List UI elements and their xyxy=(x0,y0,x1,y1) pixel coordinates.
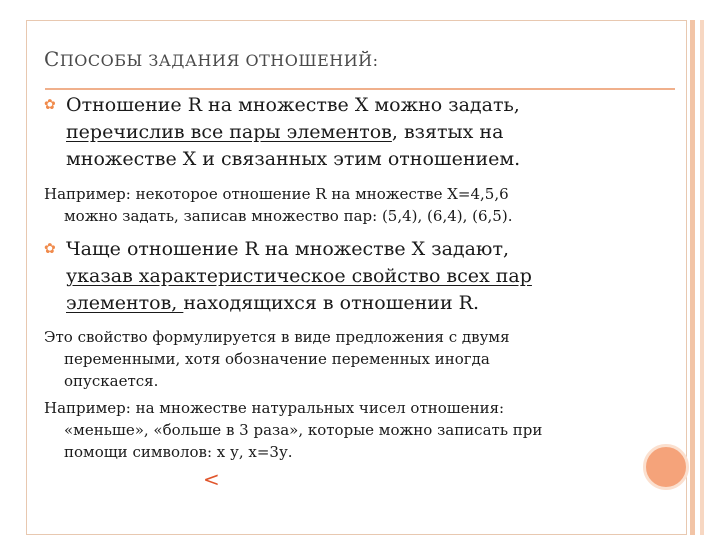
example-1 xyxy=(44,183,512,227)
bullet-1-line-3: множестве X и связанных этим отношением. xyxy=(66,148,521,170)
example-1-line-2: можно задать, записав множество пар: (5,4), (6,4), (6,5). xyxy=(64,207,513,225)
bullet-2-underlined-2: элементов, xyxy=(66,292,184,314)
note-line-3: опускается. xyxy=(64,372,159,390)
slide-title xyxy=(44,47,379,71)
bullet-1-line-2-rest: , взятых на xyxy=(391,121,504,143)
decor-circle xyxy=(643,444,689,490)
note xyxy=(44,326,510,392)
bullet-2-line-2 xyxy=(66,263,532,290)
note-line-2: переменными, хотя обозначение переменных иногда xyxy=(64,350,490,368)
bullet-1-line-2 xyxy=(66,119,520,146)
slide-title-rest: ПОСОБЫ ЗАДАНИЯ ОТНОШЕНИЙ: xyxy=(59,51,379,70)
bullet-2-line-1: Чаще отношение R на множестве X задают, xyxy=(66,238,510,260)
title-rule xyxy=(45,88,675,90)
bullet-1 xyxy=(44,92,520,173)
bullet-2-underlined-1: указав характеристическое свойство всех пар xyxy=(66,265,532,287)
bullet-1-line-1: Отношение R на множестве X можно задать, xyxy=(66,94,520,116)
bullet-ornament-icon: ✿ xyxy=(44,97,56,113)
bullet-1-underlined: перечислив все пары элементов xyxy=(66,121,392,143)
note-line-1: Это свойство формулируется в виде предложения с двумя xyxy=(44,328,510,346)
bullet-2-line-3 xyxy=(66,290,532,317)
example-2-line-2: «меньше», «больше в 3 раза», которые можно записать при xyxy=(64,421,543,439)
decor-band-light xyxy=(700,20,704,535)
bullet-2-line-3-rest: находящихся в отношении R. xyxy=(183,292,479,314)
bullet-2 xyxy=(44,236,532,317)
less-than-symbol: < xyxy=(203,467,220,491)
example-2-line-1: Например: на множестве натуральных чисел отношения: xyxy=(44,399,505,417)
example-2 xyxy=(44,397,542,463)
example-2-line-3: помощи символов: х у, х=3у. xyxy=(64,443,293,461)
decor-band xyxy=(690,20,695,535)
slide-title-initial: С xyxy=(44,47,60,71)
bullet-ornament-icon: ✿ xyxy=(44,241,56,257)
example-1-line-1: Например: некоторое отношение R на множестве X=4,5,6 xyxy=(44,185,509,203)
